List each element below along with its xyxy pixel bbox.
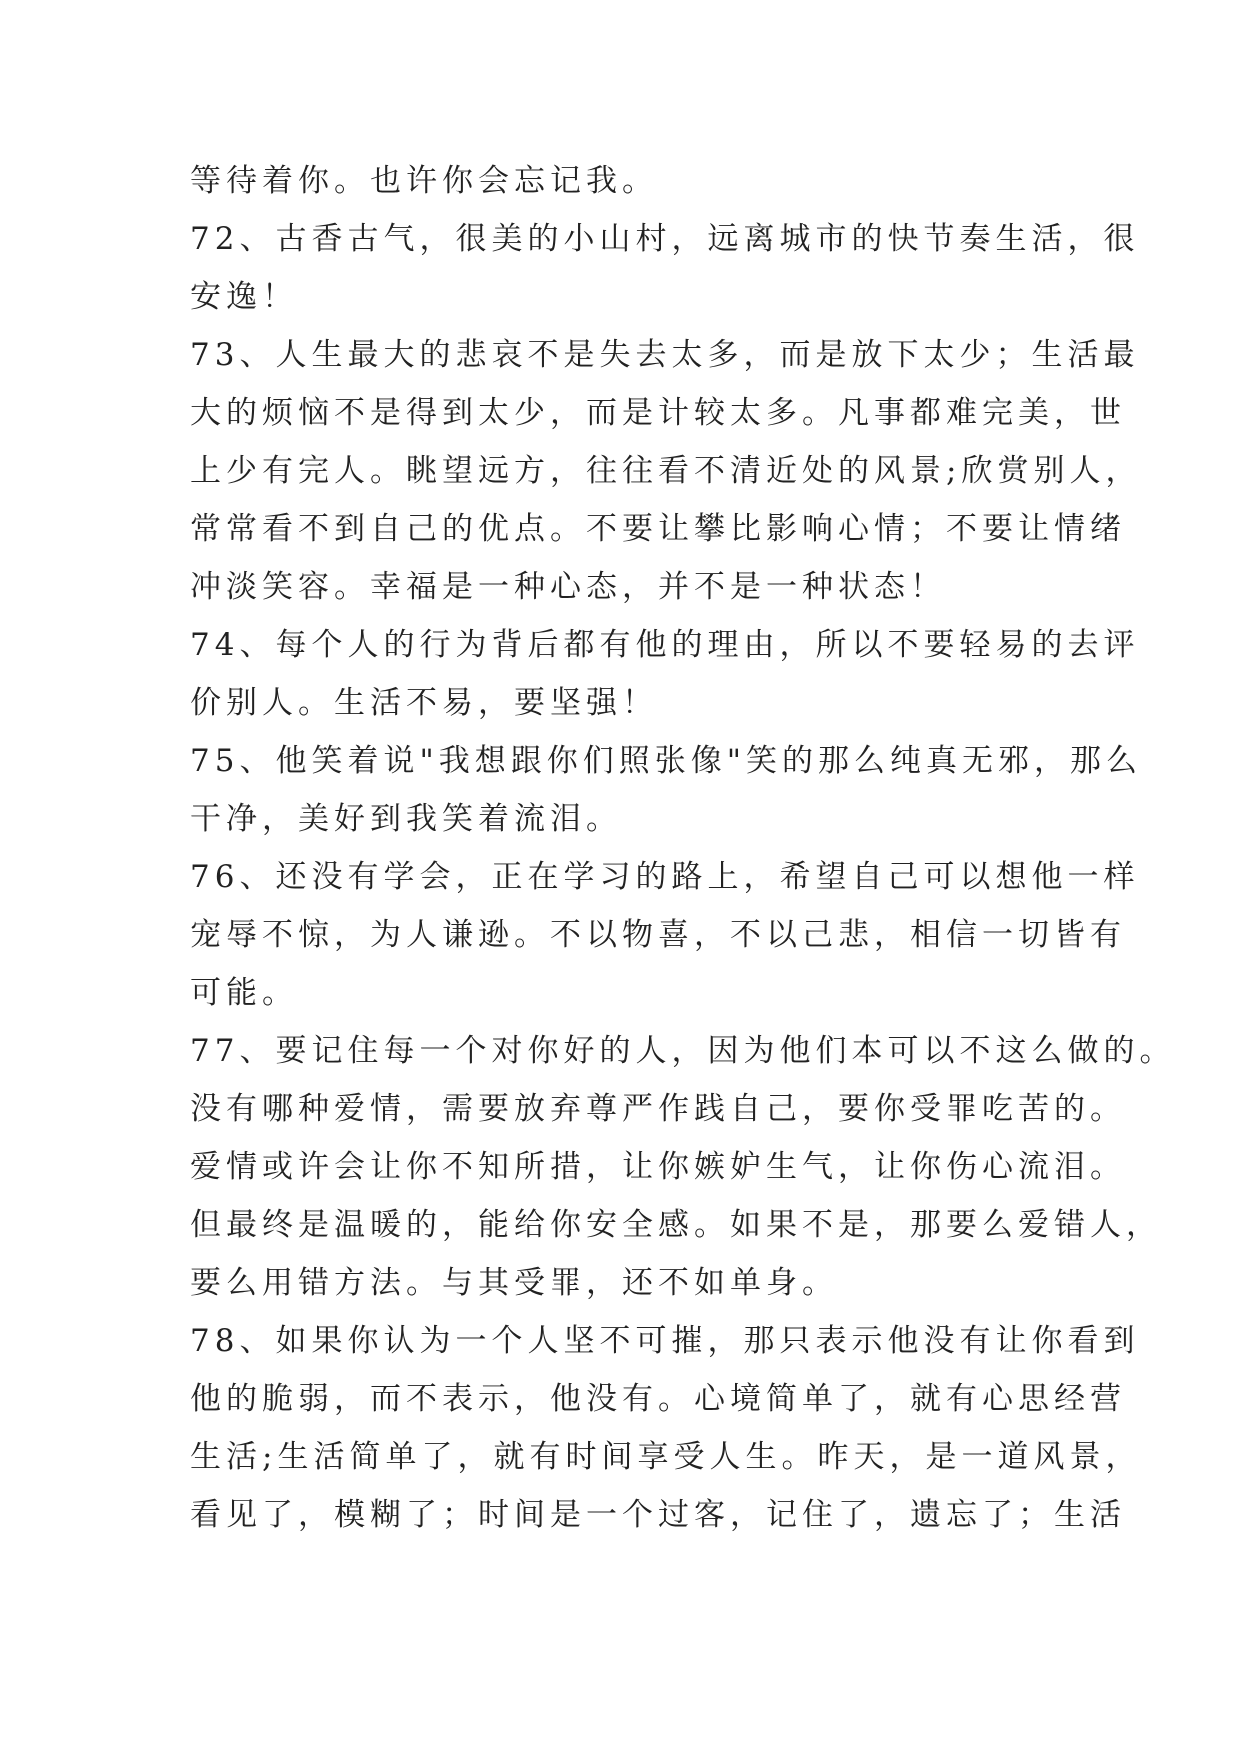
text-line: 要么用错方法。与其受罪，还不如单身。 <box>190 1265 838 1301</box>
text-line: 常常看不到自己的优点。不要让攀比影响心情；不要让情绪 <box>190 511 1126 547</box>
text-line: 冲淡笑容。幸福是一种心态，并不是一种状态！ <box>190 569 946 605</box>
text-line: 生活;生活简单了，就有时间享受人生。昨天，是一道风景， <box>190 1439 1142 1475</box>
text-line: 73、人生最大的悲哀不是失去太多，而是放下太少；生活最 <box>190 337 1140 373</box>
text-line: 没有哪种爱情，需要放弃尊严作践自己，要你受罪吃苦的。 <box>190 1091 1126 1127</box>
text-line: 可能。 <box>190 975 298 1011</box>
text-line: 上少有完人。眺望远方，往往看不清近处的风景;欣赏别人， <box>190 453 1142 489</box>
text-line: 72、古香古气，很美的小山村，远离城市的快节奏生活，很 <box>190 221 1140 257</box>
text-line: 他的脆弱，而不表示，他没有。心境简单了，就有心思经营 <box>190 1381 1126 1417</box>
body-text <box>190 152 1176 1544</box>
text-line: 价别人。生活不易，要坚强！ <box>190 685 658 721</box>
text-line: 77、要记住每一个对你好的人，因为他们本可以不这么做的。 <box>190 1033 1176 1069</box>
text-line: 看见了，模糊了；时间是一个过客，记住了，遗忘了；生活 <box>190 1497 1126 1533</box>
text-line: 76、还没有学会，正在学习的路上，希望自己可以想他一样 <box>190 859 1140 895</box>
text-line: 爱情或许会让你不知所措，让你嫉妒生气，让你伤心流泪。 <box>190 1149 1126 1185</box>
text-line: 安逸！ <box>190 279 298 315</box>
text-line: 等待着你。也许你会忘记我。 <box>190 163 658 199</box>
text-line: 75、他笑着说"我想跟你们照张像"笑的那么纯真无邪，那么 <box>190 743 1142 779</box>
text-line: 78、如果你认为一个人坚不可摧，那只表示他没有让你看到 <box>190 1323 1140 1359</box>
text-line: 干净，美好到我笑着流泪。 <box>190 801 622 837</box>
text-line: 74、每个人的行为背后都有他的理由，所以不要轻易的去评 <box>190 627 1140 663</box>
text-line: 但最终是温暖的，能给你安全感。如果不是，那要么爱错人， <box>190 1207 1162 1243</box>
text-line: 宠辱不惊，为人谦逊。不以物喜，不以己悲，相信一切皆有 <box>190 917 1126 953</box>
text-line: 大的烦恼不是得到太少，而是计较太多。凡事都难完美，世 <box>190 395 1126 431</box>
